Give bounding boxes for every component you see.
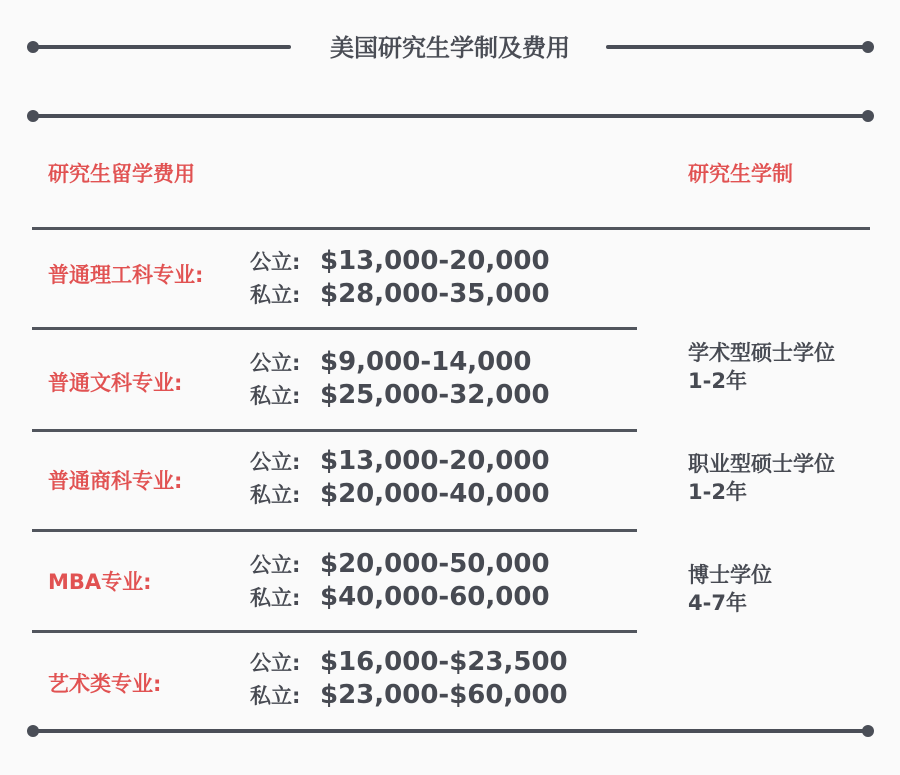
public-fee-value: $13,000-20,000	[320, 246, 550, 276]
private-fee-value: $28,000-35,000	[320, 279, 550, 309]
private-fee-value: $20,000-40,000	[320, 479, 550, 509]
public-label: 公立:	[250, 351, 301, 375]
degree-name: 职业型硕士学位	[688, 452, 835, 476]
private-fee-value: $40,000-60,000	[320, 582, 550, 612]
category-name: 艺术类专业:	[48, 672, 162, 696]
public-label: 公立:	[250, 651, 301, 675]
degree-entry	[688, 561, 772, 617]
degree-years: 1-2年	[688, 369, 747, 393]
top-rule-right-dot	[862, 41, 874, 53]
private-fee	[250, 679, 568, 714]
private-label: 私立:	[250, 586, 301, 610]
public-label: 公立:	[250, 450, 301, 474]
top-rule-right	[606, 45, 868, 49]
public-fee	[250, 548, 550, 583]
private-label: 私立:	[250, 283, 301, 307]
degree-years: 1-2年	[688, 480, 747, 504]
header-rule	[33, 114, 868, 118]
degree-name: 学术型硕士学位	[688, 341, 835, 365]
category-name: 普通商科专业:	[48, 469, 183, 493]
degree-years: 4-7年	[688, 591, 747, 615]
degree-name: 博士学位	[688, 563, 772, 587]
row-separator	[32, 529, 637, 532]
public-fee	[250, 245, 550, 280]
bottom-rule	[33, 729, 868, 733]
public-fee-value: $13,000-20,000	[320, 446, 550, 476]
page-title: 美国研究生学制及费用	[330, 34, 570, 62]
public-fee-value: $9,000-14,000	[320, 347, 532, 377]
public-fee	[250, 346, 531, 381]
degree-entry	[688, 339, 835, 395]
category-name: MBA专业:	[48, 570, 152, 594]
bottom-rule-right-dot	[862, 725, 874, 737]
private-fee	[250, 581, 550, 616]
private-label: 私立:	[250, 684, 301, 708]
header-separator	[32, 227, 870, 230]
public-fee	[250, 646, 568, 681]
public-label: 公立:	[250, 553, 301, 577]
header-rule-right-dot	[862, 110, 874, 122]
row-separator	[32, 327, 637, 330]
private-fee-value: $23,000-$60,000	[320, 680, 568, 710]
row-separator	[32, 429, 637, 432]
private-fee	[250, 379, 550, 414]
public-label: 公立:	[250, 250, 301, 274]
private-fee	[250, 478, 550, 513]
row-separator	[32, 630, 637, 633]
private-label: 私立:	[250, 483, 301, 507]
degree-entry	[688, 450, 835, 506]
top-rule-left	[33, 45, 291, 49]
category-name: 普通文科专业:	[48, 371, 183, 395]
duration-column-header: 研究生学制	[688, 162, 793, 186]
private-fee	[250, 278, 550, 313]
public-fee	[250, 445, 550, 480]
private-label: 私立:	[250, 384, 301, 408]
category-name: 普通理工科专业:	[48, 263, 204, 287]
fees-column-header: 研究生留学费用	[48, 162, 195, 186]
private-fee-value: $25,000-32,000	[320, 380, 550, 410]
public-fee-value: $16,000-$23,500	[320, 647, 568, 677]
public-fee-value: $20,000-50,000	[320, 549, 550, 579]
